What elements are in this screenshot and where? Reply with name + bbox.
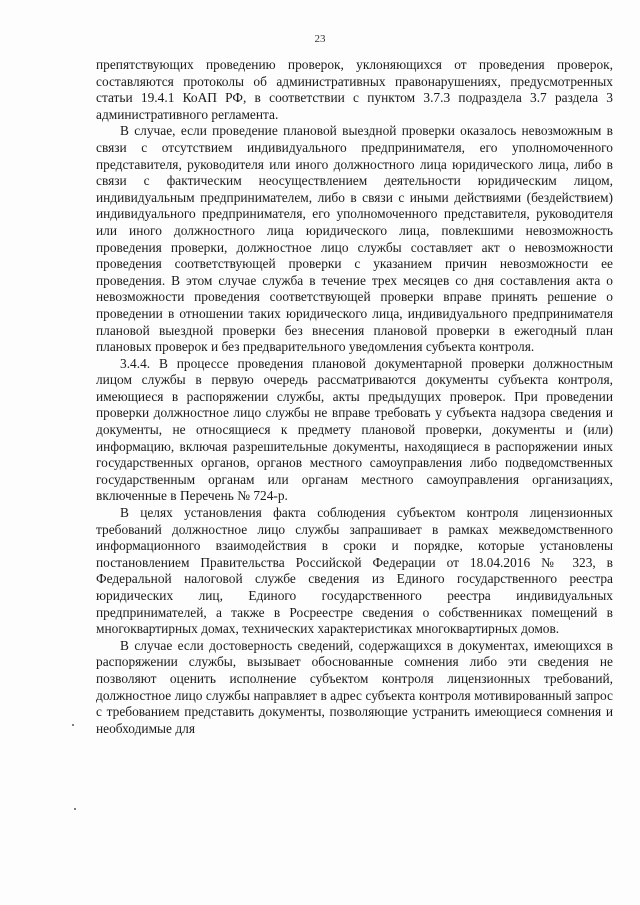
paragraph-3-4-4: 3.4.4. В процессе проведения плановой документарной проверки должностным лицом службы в первую очередь рассматриваются документы субъекта контроля, имеющиеся в распоряжении службы, акты предыдущих проверок. При проведении проверки должностное лицо службы не вправе требовать у субъекта надзора сведения и документы, не относящиеся к предмету плановой проверки, документы и (или) информацию, включая разрешительные документы, находящиеся в распоряжении иных государственных органов, органов местного самоуправления либо подведомственных государственным органам или органам местного самоуправления организациях, включенные в Перечень № 724-р.: [96, 355, 613, 504]
document-body: [96, 57, 613, 737]
paragraph-reliability-doubts: В случае если достоверность сведений, содержащихся в документах, имеющихся в распоряжении службы, вызывает обоснованные сомнения либо эти сведения не позволяют оценить исполнение субъектом контроля лицензионных требований, должностное лицо службы направляет в адрес субъекта контроля мотивированный запрос с требованием представить документы, позволяющие устранить имеющиеся сомнения и необходимые для: [96, 637, 613, 736]
paragraph-impossible-inspection: В случае, если проведение плановой выездной проверки оказалось невозможным в связи с отсутствием индивидуального предпринимателя, его уполномоченного представителя, руководителя или иного должностного лица юридического лица, либо в связи с фактическим неосуществлением деятельности юридическим лицом, индивидуальным предпринимателем, либо в связи с иными действиями (бездействием) индивидуального предпринимателя, его уполномоченного представителя, руководителя или иного должностного лица юридического лица, повлекшими невозможность проведения проверки, должностное лицо службы составляет акт о невозможности проведения соответствующей проверки с указанием причин невозможности ее проведения. В этом случае служба в течение трех месяцев со дня составления акта о невозможности проведения соответствующей проверки вправе принять решение о проведении в отношении таких юридического лица, индивидуального предпринимателя плановой выездной проверки без внесения плановой проверки в ежегодный план плановых проверок и без предварительного уведомления субъекта контроля.: [96, 123, 613, 355]
scan-speck: [74, 808, 76, 810]
page-number: 23: [314, 33, 326, 45]
paragraph-license-requirements: В целях установления факта соблюдения субъектом контроля лицензионных требований должностное лицо службы запрашивает в рамках межведомственного информационного взаимодействия в сроки и порядке, которые установлены постановлением Правительства Российской Федерации от 18.04.2016 № 323, в Федеральной налоговой службе сведения из Единого государственного реестра юридических лиц, Единого государственного реестра индивидуальных предпринимателей, а также в Росреестре сведения о собственниках помещений в многоквартирных домах, технических характеристиках многоквартирных домов.: [96, 505, 613, 637]
paragraph-continuation: препятствующих проведению проверок, уклоняющихся от проведения проверок, составляются протоколы об административных правонарушениях, предусмотренных статьи 19.4.1 КоАП РФ, в соответствии с пунктом 3.7.3 подраздела 3.7 раздела 3 административного регламента.: [96, 57, 613, 122]
scan-speck: [72, 724, 74, 726]
